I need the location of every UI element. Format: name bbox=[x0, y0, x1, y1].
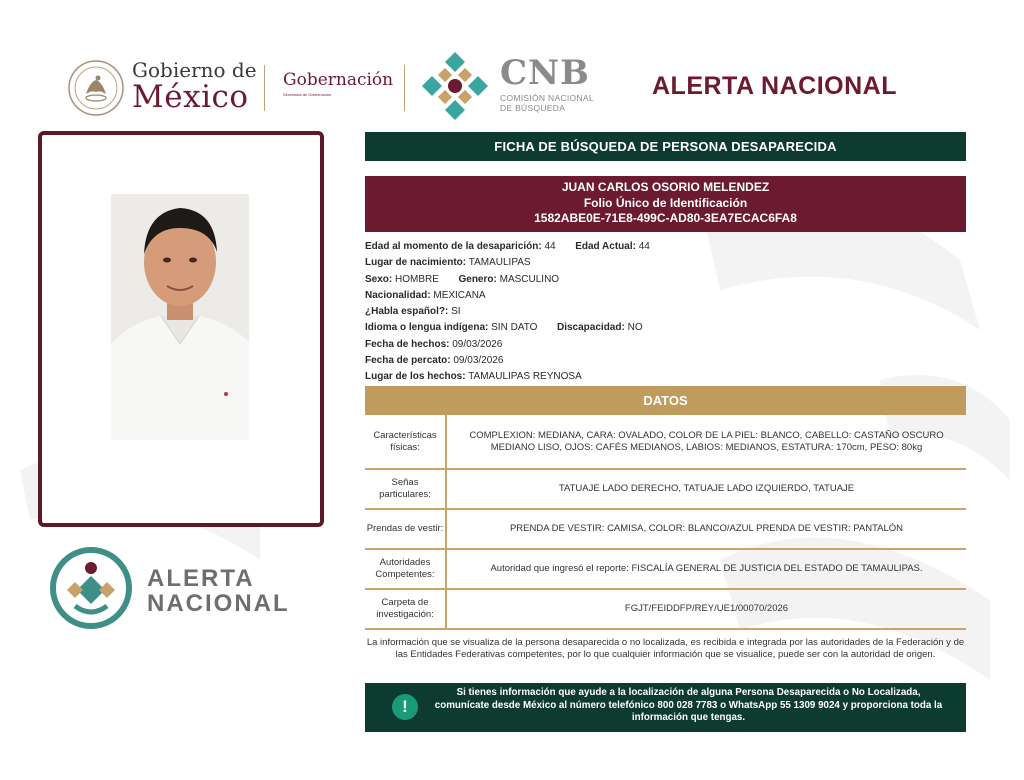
cnb-logo-text bbox=[500, 53, 594, 114]
row-value: FGJT/FEIDDFP/REY/UE1/00070/2026 bbox=[624, 603, 789, 614]
exclamation-icon: ! bbox=[392, 694, 418, 720]
folio-value: 1582ABE0E-71E8-499C-AD80-3EA7ECAC6FA8 bbox=[534, 211, 797, 225]
lugar-hechos-value: TAMAULIPAS REYNOSA bbox=[468, 371, 582, 383]
person-id-box bbox=[365, 176, 966, 232]
table-row bbox=[365, 590, 966, 630]
table-row bbox=[365, 550, 966, 590]
row-label: Carpeta de investigación: bbox=[365, 590, 447, 628]
lugar-hechos-label: Lugar de los hechos: bbox=[365, 371, 466, 383]
gobernacion-logo bbox=[283, 70, 393, 97]
detail-row-fecha-percato bbox=[365, 353, 650, 369]
lugar-nacimiento-label: Lugar de nacimiento: bbox=[365, 257, 467, 269]
sexo-label: Sexo: bbox=[365, 273, 393, 285]
row-value: TATUAJE LADO DERECHO, TATUAJE LADO IZQUIERDO, TATUAJE bbox=[558, 483, 855, 494]
genero-label: Genero: bbox=[458, 273, 497, 285]
cnb-acronym: CNB bbox=[500, 53, 590, 93]
person-name: JUAN CARLOS OSORIO MELENDEZ bbox=[561, 180, 770, 194]
detail-row-idioma bbox=[365, 320, 650, 336]
header-divider bbox=[264, 65, 265, 111]
cnb-subtitle-line1: COMISIÓN NACIONAL bbox=[500, 93, 594, 103]
person-details bbox=[365, 239, 650, 386]
row-value: COMPLEXION: MEDIANA, CARA: OVALADO, COLOR DE LA PIEL: BLANCO, CABELLO: CASTAÑO OSCURO MEDIANO LISO, OJOS: CAFÉS MEDIANOS, LABIOS: MEDIANOS, ESTATURA: 170cm, PESO: 80kg bbox=[469, 429, 944, 453]
fecha-percato-value: 09/03/2026 bbox=[453, 355, 504, 367]
alerta-nacional-title: ALERTA NACIONAL bbox=[652, 72, 897, 100]
folio-label: Folio Único de Identificación bbox=[583, 195, 748, 210]
cnb-emblem-icon bbox=[418, 50, 492, 122]
row-value: PRENDA DE VESTIR: CAMISA, COLOR: BLANCO/AZUL PRENDA DE VESTIR: PANTALÓN bbox=[509, 523, 904, 534]
edad-desaparicion-label: Edad al momento de la desaparición: bbox=[365, 241, 542, 252]
row-label: Prendas de vestir: bbox=[365, 510, 447, 548]
logo-line2: NACIONAL bbox=[147, 590, 290, 618]
detail-row-edad bbox=[365, 239, 650, 255]
habla-value: SI bbox=[451, 306, 461, 318]
row-value: Autoridad que ingresó el reporte: FISCALÍA GENERAL DE JUSTICIA DEL ESTADO DE TAMAULIPAS. bbox=[490, 563, 923, 574]
sexo-value: HOMBRE bbox=[395, 273, 439, 285]
nacionalidad-value: MEXICANA bbox=[433, 289, 486, 301]
nacionalidad-label: Nacionalidad: bbox=[365, 289, 431, 301]
discapacidad-label: Discapacidad: bbox=[557, 322, 625, 334]
detail-row-sexo bbox=[365, 272, 650, 288]
header-divider bbox=[404, 65, 405, 111]
gobernacion-subtitle: Secretaría de Gobernación bbox=[283, 92, 332, 97]
fecha-hechos-label: Fecha de hechos: bbox=[365, 338, 450, 350]
genero-value: MASCULINO bbox=[499, 273, 560, 285]
edad-actual-label: Edad Actual: bbox=[575, 241, 636, 252]
discapacidad-value: NO bbox=[627, 322, 643, 334]
contact-info-bar bbox=[365, 683, 966, 732]
habla-label: ¿Habla español?: bbox=[365, 306, 449, 318]
alerta-nacional-emblem-icon bbox=[49, 546, 133, 630]
mexico-seal-icon bbox=[68, 60, 124, 116]
table-row bbox=[365, 510, 966, 550]
contact-info-text: Si tienes información que ayude a la localización de alguna Persona Desaparecida o No Localizada, comunícate desde México al número telefónico 800 028 7783 o WhatsApp 55 1309 9024 y proporciona toda la información que tengas. bbox=[434, 687, 943, 723]
idioma-label: Idioma o lengua indígena: bbox=[365, 322, 489, 334]
table-row bbox=[365, 415, 966, 470]
edad-desaparicion-value: 44 bbox=[544, 241, 556, 252]
row-label: Características físicas: bbox=[365, 415, 447, 468]
fecha-hechos-value: 09/03/2026 bbox=[452, 338, 503, 350]
datos-table bbox=[365, 415, 966, 630]
detail-row-lugar-hechos bbox=[365, 369, 650, 385]
edad-actual-value: 44 bbox=[638, 241, 650, 252]
table-row bbox=[365, 470, 966, 510]
row-label: Señas particulares: bbox=[365, 470, 447, 508]
idioma-value: SIN DATO bbox=[491, 322, 538, 334]
gobierno-de-mexico-logo bbox=[132, 60, 257, 113]
detail-row-fecha-hechos bbox=[365, 337, 650, 353]
detail-row-nacimiento bbox=[365, 255, 650, 271]
datos-title-bar: DATOS bbox=[365, 386, 966, 415]
detail-row-nacionalidad bbox=[365, 288, 650, 304]
alerta-nacional-logo-text bbox=[147, 566, 290, 616]
ficha-title-bar: FICHA DE BÚSQUEDA DE PERSONA DESAPARECIDA bbox=[365, 132, 966, 161]
fecha-percato-label: Fecha de percato: bbox=[365, 355, 451, 367]
cnb-subtitle-line2: DE BÚSQUEDA bbox=[500, 102, 566, 113]
gobierno-line2: México bbox=[132, 79, 249, 115]
gobierno-line1: Gobierno de bbox=[132, 58, 257, 82]
gobernacion-title: Gobernación bbox=[283, 70, 394, 90]
disclaimer-text: La información que se visualiza de la persona desaparecida o no localizada, es recibida e integrada por las autoridades de la Federación y de las Entidades Federativas competentes, por lo que cualquier información que se visualice, puede ser con la autoridad de origen. bbox=[366, 637, 965, 660]
detail-row-habla bbox=[365, 304, 650, 320]
person-photo bbox=[111, 194, 249, 440]
row-label: Autoridades Competentes: bbox=[365, 550, 447, 588]
logo-line1: ALERTA bbox=[147, 565, 255, 592]
lugar-nacimiento-value: TAMAULIPAS bbox=[468, 257, 531, 269]
